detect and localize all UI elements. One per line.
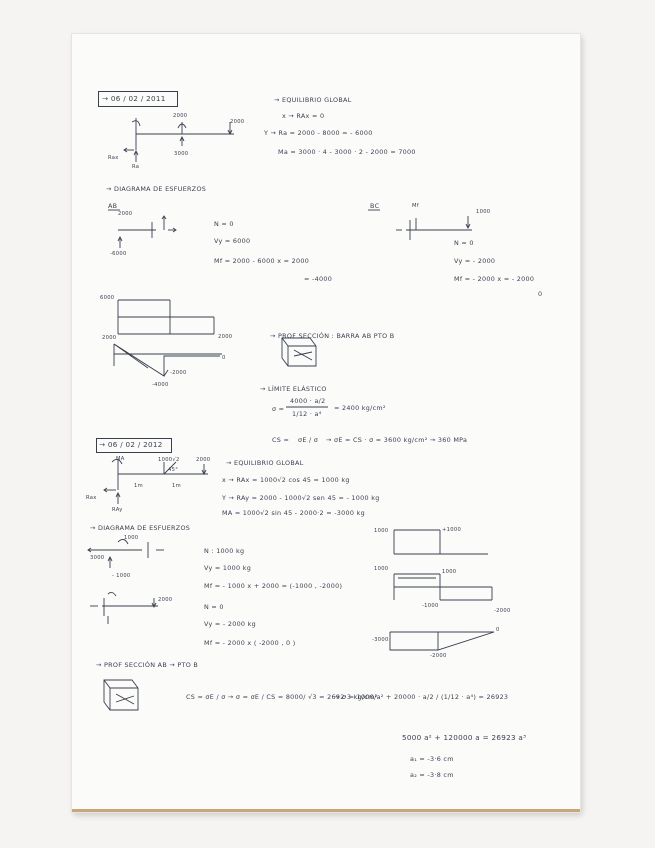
ab-vy: Vy = 6000 [214,237,251,245]
beam1-rax: Rax [108,155,119,161]
p1-weak-section: → PROF SECCIÓN : BARRA AB PTO B [270,332,395,340]
bc-zero: 0 [538,290,543,298]
beam1-load-p1: 2000 [173,113,188,119]
ab-mf2: = -4000 [304,275,333,283]
p1-elastic-limit: → LÍMITE ELÁSTICO [260,385,327,393]
seg1-n: N : 1000 kg [204,547,245,555]
p2-poly: 5000 a² + 120000 a = 26923 a³ [402,733,527,742]
ab-load-bottom: -6000 [110,251,127,257]
seg1-vy: Vy = 1000 kg [204,564,252,572]
p1-diagram-title: → DIAGRAMA DE ESFUERZOS [106,185,207,193]
beam2-rax: Rax [86,495,97,501]
shear2-mid: -1000 [422,603,439,609]
p1-sigma-lhs: σ = [272,405,285,413]
p1-sigma-num: 4000 · a/2 [290,397,326,405]
moment1-bottom: -4000 [152,382,169,388]
p1-sigma-res: = 2400 kg/cm² [334,404,386,412]
p2-diagram-title: → DIAGRAMA DE ESFUERZOS [90,524,191,532]
moment2-zero: 0 [496,627,500,633]
seg1-load-c: - 1000 [112,573,131,579]
p1-cs-res: → σE = CS · σ = 3600 kg/cm² → 360 MPa [326,436,468,444]
date-2012: → 06 / 02 / 2012 [99,440,163,449]
notebook-sheet [72,34,580,812]
p1-cs-lhs: CS = [272,436,290,444]
seg2-load: 2000 [158,597,173,603]
moment1-top: 2000 [102,335,117,341]
ab-load-top: 2000 [118,211,133,217]
beam2-load-p2: 2000 [196,457,211,463]
p2-equilibrium-title: → EQUILIBRIO GLOBAL [226,459,304,467]
p2-a2: a₂ = -3·8 cm [410,771,454,779]
moment1-mid: -2000 [170,370,187,376]
p1-sigma-den: 1/12 · a⁴ [292,410,322,418]
seg1-load-b: 3000 [90,555,105,561]
p1-ab-label: AB [108,202,118,210]
date-2011: → 06 / 02 / 2011 [102,94,166,103]
p2-a1: a₁ = -3·6 cm [410,755,454,763]
beam1-load-p2: 2000 [230,119,245,125]
ab-mf: Mf = 2000 - 6000 x = 2000 [214,257,310,265]
ab-n: N = 0 [214,220,234,228]
bc-mf-label: Mf [412,203,419,209]
p2-cs-line: CS = σE / σ → σ = σE / CS = 8000/ √3 = 2692·3 kg/cm² [186,693,378,701]
p1-cs-frac: σE / σ [298,436,319,444]
moment2-left: -3000 [372,637,389,643]
shear2-left: 1000 [374,566,389,572]
beam2-ray: RAy [112,507,123,513]
axial2-right: +1000 [442,527,462,533]
axial2-left: 1000 [374,528,389,534]
beam2-angle: 45° [168,467,179,473]
beam1-ra: Ra [132,164,140,170]
seg1-mf: Mf = - 1000 x + 2000 = (-1000 , -2000) [204,582,343,590]
shear1-top-label: 6000 [100,295,115,301]
seg2-vy: Vy = - 2000 kg [204,620,256,628]
bc-n: N = 0 [454,239,474,247]
p2-weak-section: → PROF SECCIÓN AB → PTO B [96,661,199,669]
p1-eq-x: x → RAx = 0 [282,112,325,120]
seg1-load-a: 1000 [124,535,139,541]
shear1-bottom-label: 2000 [218,334,233,340]
p2-eq-y: Y → RAy = 2000 - 1000√2 sen 45 = - 1000 kg [222,494,380,502]
p1-equilibrium-title: → EQUILIBRIO GLOBAL [274,96,352,104]
p1-eq-y: Y → Ra = 2000 - 8000 = - 6000 [264,129,373,137]
p2-eq-m: MA = 1000√2 sin 45 - 2000·2 = -3000 kg [222,509,365,517]
moment2-bottom: -2000 [430,653,447,659]
beam2-load-p1: 1000√2 [158,457,180,463]
bc-mf: Mf = - 2000 x = - 2000 [454,275,535,283]
bc-vy: Vy = - 2000 [454,257,496,265]
beam1-reaction: 3000 [174,151,189,157]
bc-load: 1000 [476,209,491,215]
beam2-dim1: 1m [134,483,143,489]
beam2-m: MA [116,456,125,462]
beam2-dim2: 1m [172,483,181,489]
seg2-mf: Mf = - 2000 x ( -2000 , 0 ) [204,639,296,647]
p1-bc-label: BC [370,202,380,210]
p2-sigma-line: → σ = 1000/a² + 20000 · a/2 / (1/12 · a⁴) = 26923 [334,693,509,701]
shear2-top: 1000 [442,569,457,575]
p1-eq-m: Ma = 3000 · 4 - 3000 · 2 - 2000 = 7000 [278,148,416,156]
p2-eq-x: x → RAx = 1000√2 cos 45 = 1000 kg [222,476,350,484]
seg2-n: N = 0 [204,603,224,611]
shear2-right: -2000 [494,608,511,614]
moment1-zero: 0 [222,355,226,361]
